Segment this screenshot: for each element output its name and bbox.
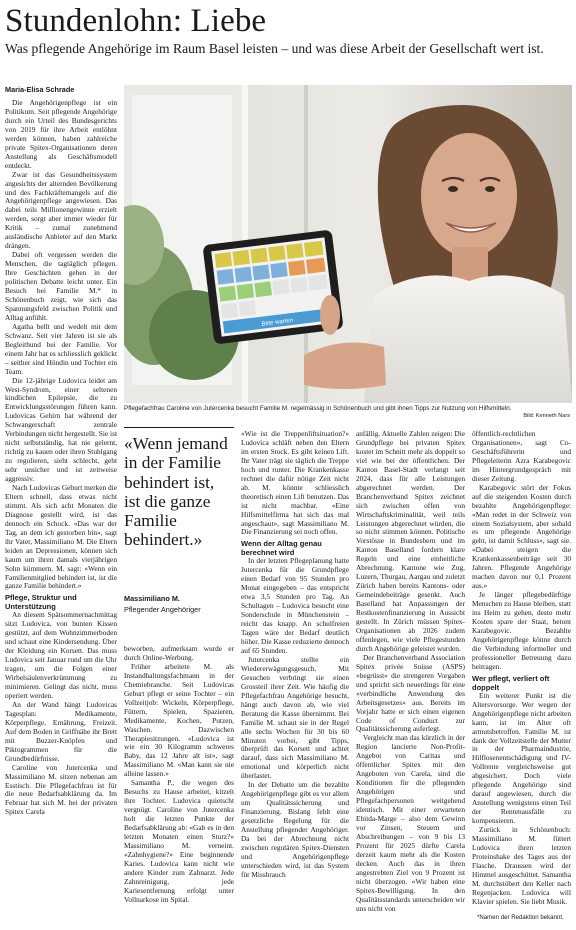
paragraph: beworben, aufmerksam wurde er durch Online-Werbung. [124, 644, 234, 662]
paragraph: Früher arbeitete M. als Instandhaltungsfachmann in der Chemiebranche. Seit Ludovicas Geburt pflegt er seine Tochter – ein Vollzeitjob: Wickeln, Körperpflege, Füttern, Spielen, Spazieren, Medikamente, Kochen, Putzen, Waschen. Dazwischen Therapiesitzungen. «Ludovica ist wie ein 30 Kilogramm schweres Baby, das 12 Jahre alt ist», sagt Massimiliano M. «Man kann sie nie alleine lassen.» [124, 661, 234, 779]
paragraph: Der Branchenverband Association Spitex privée Suisse (ASPS) «begrüsst» die strengeren Vorgaben und spricht sich neuerdings für eine «verbindliche Anwendung des Arbeitsgesetzes» aus. Bereits im Vorjahr hatte er sich einen eigenen Code of Conduct zur Qualitätssicherung auferlegt. [356, 652, 465, 734]
footnote: *Namen der Redaktion bekannt. [477, 914, 564, 921]
article-column-1 [5, 99, 117, 817]
photo-caption: Pflegefachfrau Caroline von Jutercenka besucht Familie M. regelmässig in Schönenbuch und gibt ihnen Tipps zur Nutzung von Hilfsmitteln. [124, 405, 512, 412]
pull-quote-name: Massimiliano M. [124, 593, 180, 603]
pull-quote [124, 427, 234, 614]
article-column-2 [124, 645, 234, 905]
subheadline: Was pflegende Angehörige im Raum Basel leisten – und was diese Arbeit der Gesellschaft wert ist. [5, 41, 544, 56]
section-heading: Wenn der Alltag genau berechnet wird [241, 539, 322, 558]
headline: Stundenlohn: Liebe [5, 3, 267, 39]
paragraph: Vergleicht man das kürzlich in der Region lancierte Non-Profit-Angebot von Caritas und öffentlicher Spitex mit den Angeboten von Carela, sind die Konditionen für die pflegenden Angehörigen und Pflegefachpersonen weitgehend identisch. Mit einer erwarteten Ebitda-Marge – also dem Gewinn vor Zinsen, Steuern und Abschreibungen – von 9 bis 13 Prozent für 2025 dürfte Carela derzeit kaum mehr als die Kosten decken. Auch das in ihren angestrebten Ziel von 9 Prozent ist nicht überzogen. «Wir haben eine Spitex-Bewilligung. In den Qualitätsstandards unterscheiden wir uns nicht von [356, 733, 465, 913]
paragraph: Ein weiterer Punkt ist die Altersvorsorge. Wer wegen der Angehörigenpflege nicht arbeiten kann, ist im Alter oft armutsbetroffen. Familie M. ist dank der Vollzeitstelle der Mutter in der Pharmaindustrie, Hilflosenentschädigung und IV-Vollrente vergleichsweise gut abgesichert. Doch viele pflegende Angehörige sind darauf angewiesen, durch die Anstellung wenigstens einen Teil der Rentenausfälle zu kompensieren. [472, 690, 571, 826]
paragraph: Caroline von Jutercenka und Massimiliano M. sitzen nebenan am Esstisch. Die Pflegefachfrau ist für die neue Bedarfsabklärung da. Im Februar hat sich M. bei der privaten Spitex Carela [5, 762, 117, 817]
paragraph: Dabei oft vergessen werden die Menschen, die tagtäglich pflegen. Ihre Geschichten gehen in der politischen Debatte leicht unter. Ein Besuch bei Familie M.* in Schönenbuch zeigt, wie sich das Spannungsfeld zwischen Politik und Alltag anfühlt. [5, 250, 117, 322]
paragraph: In der letzten Pflegeplanung hatte Jutercenka für die Grundpflege einen Bedarf von 95 Stunden pro Monat eingegeben – das entspricht etwa 3,5 Stunden pro Tag. An Schultagen – Ludovica besucht eine Sonderschule in Münchenstein – reicht das knapp. An schulfreien Tagen wäre der Bedarf deutlich höher. Die Kasse reduzierte dennoch auf 65 Stunden. [241, 556, 349, 655]
paragraph: Agatha bellt und wedelt mit dem Schwanz. Seit vier Jahren ist sie als Begleithund bei der Familie. Vor einem Jahr hat es schliesslich geklickt – seither sind Hündin und Tochter ein Team. [5, 321, 117, 376]
paragraph: Die 12-jährige Ludovica leidet am West-Syndrom, einer seltenen kindlichen Epilepsie, die zu Entwicklungsstörungen führen kann. Ludovicas Gehirn hat während der Schwangerschaft zentrale Verbindungen nicht hergestellt. Sie ist nicht selbstständig, hat nie gelernt, richtig zu kauen oder ihren Stuhlgang zu regulieren, sieht schlecht, geht sehr unsicher und ist zeitweise aggressiv. [5, 375, 117, 484]
paragraph: «Wie ist die Treppenliftsituation?» Ludovica schläft neben den Eltern im ersten Stock. Es gibt keinen Lift. Ihr Vater trägt sie täglich die Treppe hoch und runter. Die Krankenkasse rechnet die dafür nötige Zeit nicht ab. M. könnte schliesslich theoretisch einen Lift benutzen. Das ist nicht machbar. «Eine Hilfsmittelfirma hat sich das mal angeschaut», sagt Massimiliano M. Die Finanzierung sei noch offen. [241, 429, 349, 537]
tablet-label: Bitte warten [261, 317, 294, 328]
section-heading: Pflege, Struktur und Unterstützung [5, 593, 77, 612]
article-column-3 [241, 430, 349, 880]
paragraph: Nach Ludovicas Geburt merken die Eltern schnell, dass etwas nicht stimmt. Als sich acht Monaten die Diagnose gestellt wird, ist das dennoch ein Schock. «Das war der Tag, an dem ich gestorben bin», sagt ihr Vater, Massimiliano M. Die Eltern leiden an Depressionen, können sich kaum um ihren damals vierjährigen Sohn kümmern. M. sagt: «Wenn ein Familienmitglied behindert ist, ist die ganze Familie behindert.» [5, 482, 117, 591]
pull-quote-text: «Wenn jemand in der Familie behindert ist, ist die ganze Familie behindert.» [124, 434, 228, 550]
paragraph: Zurück in Schönenbuch: Massimiliano M. füttert Ludovica ihren letzten Proteinshake des Tages aus der Flasche. Draussen wird der Himmel ausgeschüttet. Samantha M. durchstöbert den Keller nach Regenjacken. Ludovica will Klavier spielen. Sie liebt Musik. [472, 825, 571, 906]
paragraph: An der Wand hängt Ludovicas Tagesplan: Medikamente, Körperpflege, Ernährung, Freizeit. Auf dem Boden in Griffnähe ihr Brett mit Buzzer-Knöpfen und Piktogrammen für die Grundbedürfnisse. [5, 699, 117, 763]
article-photo [124, 85, 572, 403]
article-column-5 [472, 430, 571, 907]
photo-credit: Bild: Kenneth Nars [523, 413, 570, 419]
paragraph: Karabegovic stört der Fokus auf die steigenden Kosten durch bezahlte Angehörigenpflege: «Man redet in der Schweiz von einem Sozialsystem, aber sobald es um pflegende Angehörige geht, ist damit Schluss», sagt sie. «Dabei steigen die Krankenkassenbeiträge seit 30 Jahren. Pflegende Angehörige machen davon nur 0,1 Prozent aus.» [472, 482, 571, 591]
paragraph: Samantha P., die wegen des Besuchs zu Hause arbeitet, kitzelt ihre Tochter. Ludovica quietscht vergnügt. Caroline von Jutercenka holt die letzten Punkte der Bedarfsabklärung ab: «Gab es in den letzten Monaten einen Sturz?» Massimiliano M. verneint. «Zahnhygiene?» Eine beginnende Karies. Ludovica kann nicht wie andere Kinder zum Zahnarzt. Jede Zahnreinigung, jede Kariesentfernung erfolgt unter Vollnarkose im Spital. [124, 778, 234, 904]
paragraph: Jutercenka stellte ein Wiedererwägungsgesuch. Mit Gesuchen verbringt sie einen Grossteil ihrer Zeit. Wie häufig die Pflegefachfrau Angehörige besucht, hängt auch davon ab, wie viel Beratung die Kasse übernimmt. Bei Familie M. schaut sie in der Regel alle sechs Wochen für 30 bis 60 Minuten vorbei, gibt Tipps, überprüft das Korsett und achtet darauf, dass sich Massimiliano M. emotional und körperlich nicht überlastet. [241, 654, 349, 781]
paragraph: In der Debatte um die bezahlte Angehörigenpflege gibt es vor allem um Qualitätssicherung und Finanzierung. Bislang fehlt eine gesetzliche Regelung für die Anstellung pflegender Angehöriger. Da bei der Abrechnung nicht zwischen regulären Spitex-Diensten und Angehörigenpflege unterschieden wird, ist das System für Missbrauch [241, 780, 349, 879]
paragraph: öffentlich-rechtlichen Organisationen», sagt Co-Geschäftsführerin und Pflegeleiterin Azra Karabegovic im Hintergrundgespräch mit dieser Zeitung. [472, 429, 571, 483]
pull-quote-role: Pflegender Angehöriger [124, 604, 201, 614]
article-column-4 [356, 430, 465, 913]
paragraph: Zwar ist das Gesundheitssystem angesichts der alternden Bevölkerung und des Fachkräftemangels auf die Angehörigenpflege angewiesen. Das dabei teils Millionengewinne erzielt werden, sorgt aber immer wieder für Kritik – zumal zunehmend ausländische Anbieter auf den Markt drängen. [5, 169, 117, 251]
paragraph: An diesem Spätsommernachmittag sitzt Ludovica, von bunten Kissen gestützt, auf dem Wohnzimmerboden und schaut eine Kindersendung. Über der Kleidung ein Korsett. Das muss Ludovica seit Januar rund um die Uhr tragen, um die Folgen einer Wirbelsäulenverkrümmung zu minimieren. Gelingt das nicht, muss operiert werden. [5, 610, 117, 700]
section-heading: Wer pflegt, verliert oft doppelt [472, 673, 550, 692]
paragraph: Je länger pflegebedürftige Menschen zu Hause bleiben, statt ins Heim zu gehen, desto mehr Kosten spare der Staat, betont Karabegovic. Bezahlte Angehörigenpflege könne durch die Verbindung informeller und professioneller Betreuung dazu beitragen. [472, 590, 571, 671]
paragraph: anfällig. Aktuelle Zahlen zeigen: Die Grundpflege bei privaten Spitex kostet im Schnitt mehr als doppelt so viel wie bei der öffentlichen. Der Kanton Basel-Stadt verlangt seit 2024, dass für alle Leistungen abgerechnet werden. Der Branchenverband Spitex zeichnet sich zwischen offen von Wirtschaftskriminalität, weil teils Leistungen abgerechnet würden, die so nicht stimmen können. Politische Vorstösse in Bundesbern und im Kanton Baselland fordern klare Regeln und eine einheitliche Abrechnung. Kantone wie Zug, Luzern, Thurgau, Aargau und zuletzt Zürich haben bereits Kantons- oder Gemeindebeiträge gesenkt. Auch Baselland hat Anpassungen der Restkostenfinanzierung in Aussicht gestellt. In Zürich müssen Spitex-Organisationen ab 2026 zudem offenlegen, wie viele Pflegestunden durch Angehörige geleistet wurden. [356, 429, 465, 653]
paragraph: Die Angehörigenpflege ist ein Politikum. Seit pflegende Angehörige durch ein Urteil des Bundesgerichts von 2019 für ihre Arbeit entlöhnt werden können, haben zahlreiche private Spitex-Organisationen deren Anstellung als Geschäftsmodell entdeckt. [5, 98, 117, 170]
byline: Maria-Elisa Schrade [5, 85, 75, 94]
divider [124, 427, 234, 428]
